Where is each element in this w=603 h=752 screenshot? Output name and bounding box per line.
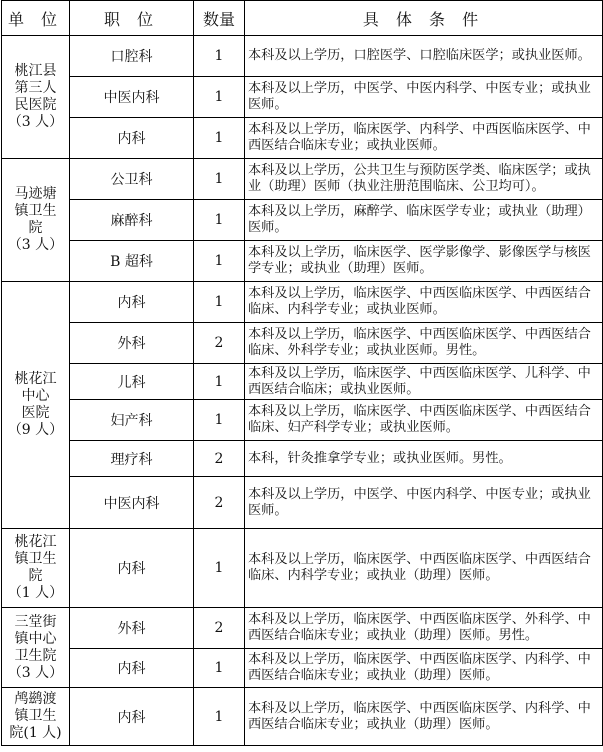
table-row [2, 159, 603, 200]
conditions-cell: 本科及以上学历，临床医学、中西医临床医学、中西医结合临床、内科学专业；或执业医师。 [245, 282, 603, 323]
position-cell: 儿科 [70, 364, 194, 400]
unit-line: 民医院 [14, 97, 57, 113]
header-unit: 单 位 [2, 1, 70, 36]
unit-line: 院(1 人) [9, 725, 62, 741]
unit-line: 镇卫生 [14, 203, 57, 219]
table-row [2, 282, 603, 323]
unit-cell [2, 608, 70, 688]
position-cell: 外科 [70, 608, 194, 649]
table-row [2, 529, 603, 608]
table-row [2, 477, 603, 529]
header-count: 数量 [194, 1, 245, 36]
table-row [2, 241, 603, 282]
unit-line: 鸬鹚渡 [14, 691, 57, 707]
table-row [2, 608, 603, 649]
conditions-cell: 本科及以上学历，公共卫生与预防医学类、临床医学；或执业（助理）医师（执业注册范围临床、公卫均可）。 [245, 159, 603, 200]
count-cell: 1 [194, 36, 245, 77]
unit-line: 镇中心 [14, 630, 57, 647]
count-cell: 2 [194, 477, 245, 529]
table-row [2, 688, 603, 746]
unit-cell [2, 36, 70, 159]
count-cell: 1 [194, 364, 245, 400]
count-cell: 1 [194, 688, 245, 746]
unit-line: 第三人 [14, 80, 57, 96]
table-row [2, 400, 603, 441]
unit-cell [2, 688, 70, 746]
position-cell: 内科 [70, 529, 194, 608]
unit-cell [2, 529, 70, 608]
table-row [2, 649, 603, 688]
header-conditions: 具 体 条 件 [245, 1, 603, 36]
table-row [2, 200, 603, 241]
unit-line: 三堂街 [14, 613, 57, 630]
position-cell: 口腔科 [70, 36, 194, 77]
unit-line: 镇卫生 [14, 551, 57, 567]
conditions-cell: 本科及以上学历，麻醉学、临床医学专业；或执业（助理）医师。 [245, 200, 603, 241]
unit-line: （9 人） [7, 422, 64, 438]
table-row [2, 77, 603, 118]
table-row [2, 118, 603, 159]
position-cell: 内科 [70, 282, 194, 323]
conditions-cell: 本科及以上学历，中医学、中医内科学、中医专业；或执业医师。 [245, 77, 603, 118]
count-cell: 1 [194, 159, 245, 200]
header-row [2, 1, 603, 36]
conditions-cell: 本科及以上学历，中医学、中医内科学、中医专业；或执业医师。 [245, 477, 603, 529]
count-cell: 1 [194, 400, 245, 441]
conditions-cell: 本科，针灸推拿学专业；或执业医师。男性。 [245, 441, 603, 477]
unit-line: （1 人） [7, 585, 64, 601]
count-cell: 1 [194, 77, 245, 118]
position-cell: 中医内科 [70, 77, 194, 118]
conditions-cell: 本科及以上学历，临床医学、中西医临床医学、外科学、中西医结合临床专业；或执业（助理）医师。男性。 [245, 608, 603, 649]
position-cell: 外科 [70, 323, 194, 364]
position-cell: 麻醉科 [70, 200, 194, 241]
unit-line: 院 [28, 220, 43, 236]
position-cell: 内科 [70, 649, 194, 688]
unit-line: 桃花江 [14, 534, 57, 550]
table-row [2, 36, 603, 77]
table-row [2, 364, 603, 400]
unit-cell [2, 159, 70, 282]
conditions-cell: 本科及以上学历，临床医学、中西医临床医学、内科学、中西医结合临床专业；或执业（助理）医师。 [245, 688, 603, 746]
unit-line: （3 人） [7, 237, 64, 253]
conditions-cell: 本科及以上学历，临床医学、内科学、中西医临床医学、中西医结合临床专业；或执业医师。 [245, 118, 603, 159]
position-cell: 公卫科 [70, 159, 194, 200]
unit-line: 卫生院 [14, 647, 57, 664]
count-cell: 1 [194, 118, 245, 159]
position-cell: 中医内科 [70, 477, 194, 529]
unit-line: （3 人） [7, 664, 64, 681]
count-cell: 2 [194, 608, 245, 649]
count-cell: 1 [194, 529, 245, 608]
conditions-cell: 本科及以上学历，临床医学、中西医临床医学、儿科学、中西医结合临床；或执业医师。 [245, 364, 603, 400]
position-cell: 妇产科 [70, 400, 194, 441]
unit-line: 中心 [21, 388, 50, 404]
position-cell: 内科 [70, 688, 194, 746]
table-row [2, 323, 603, 364]
table-row [2, 441, 603, 477]
count-cell: 1 [194, 241, 245, 282]
unit-line: 院 [28, 568, 43, 584]
unit-cell [2, 282, 70, 529]
conditions-cell: 本科及以上学历，临床医学、中西医临床医学、内科学、中西医结合临床专业；或执业（助理）医师。 [245, 649, 603, 688]
conditions-cell: 本科及以上学历，口腔医学、口腔临床医学；或执业医师。 [245, 36, 603, 77]
header-position: 职 位 [70, 1, 194, 36]
unit-line: 医院 [21, 405, 50, 421]
unit-line: （3 人） [7, 114, 64, 130]
count-cell: 2 [194, 323, 245, 364]
unit-line: 马迹塘 [14, 186, 57, 202]
count-cell: 1 [194, 282, 245, 323]
unit-line: 桃江县 [14, 63, 57, 79]
conditions-cell: 本科及以上学历，临床医学、中西医临床医学、中西医结合临床、内科学专业；或执业（助理）医师。 [245, 529, 603, 608]
count-cell: 1 [194, 200, 245, 241]
position-cell: 内科 [70, 118, 194, 159]
count-cell: 2 [194, 441, 245, 477]
conditions-cell: 本科及以上学历，临床医学、中西医临床医学、中西医结合临床、外科学专业；或执业医师。男性。 [245, 323, 603, 364]
count-cell: 1 [194, 649, 245, 688]
unit-line: 镇卫生 [14, 708, 57, 724]
position-cell: 理疗科 [70, 441, 194, 477]
conditions-cell: 本科及以上学历，临床医学、中西医临床医学、中西医结合临床、妇产科学专业；或执业医师。 [245, 400, 603, 441]
recruitment-table [1, 0, 603, 746]
position-cell: B 超科 [70, 241, 194, 282]
conditions-cell: 本科及以上学历，临床医学、医学影像学、影像医学与核医学专业；或执业（助理）医师。 [245, 241, 603, 282]
unit-line: 桃花江 [14, 371, 57, 387]
